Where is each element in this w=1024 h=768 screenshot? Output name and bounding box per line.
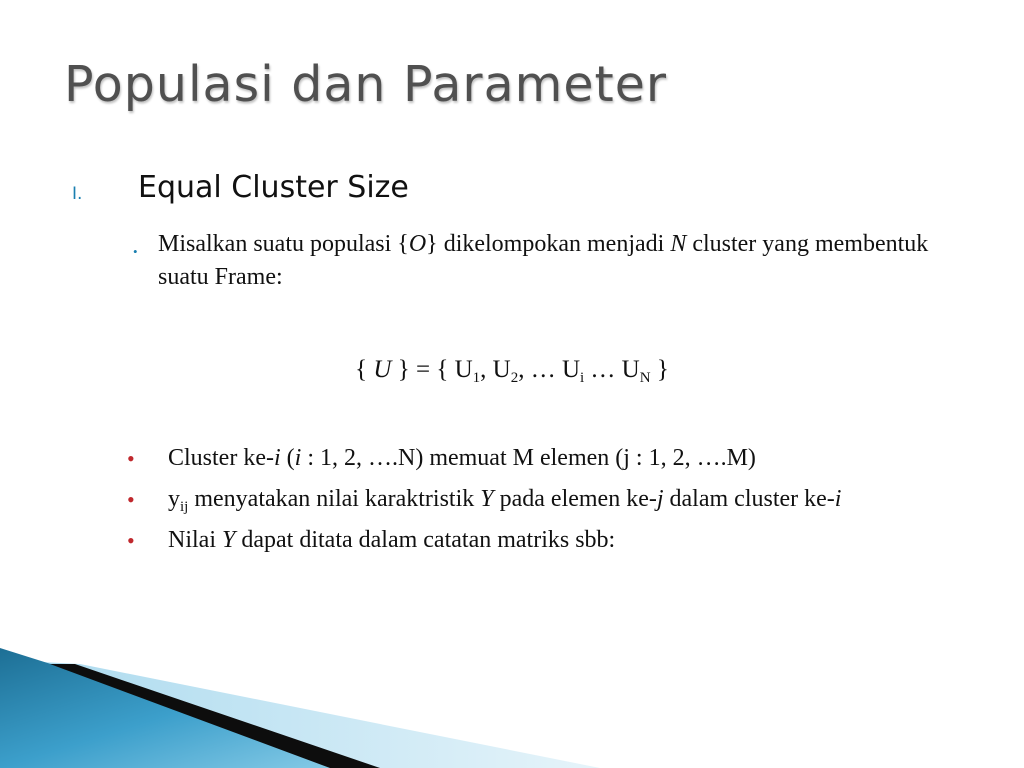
bullet-dot-icon: • [127, 446, 135, 471]
intro-bullet [133, 228, 933, 294]
list-item: • Cluster ke-i (i : 1, 2, ….N) memuat M elemen (j : 1, 2, ….M) [127, 443, 967, 474]
slide-title: Populasi dan Parameter [64, 56, 667, 113]
pale-blue-band [0, 660, 600, 768]
bullet-dot-icon: • [127, 487, 135, 512]
bullet-list [127, 443, 967, 566]
bullet-dot-icon: • [133, 244, 138, 259]
section-heading: Equal Cluster Size [138, 170, 409, 205]
intro-text: Misalkan suatu populasi {O} dikelompokan menjadi N cluster yang membentuk suatu Frame: [158, 231, 929, 290]
section-number: I. [72, 184, 83, 204]
list-item: • $y_{ij}$ menyatakan nilai karaktristik Y pada elemen ke-j dalam cluster ke-i [127, 486, 842, 515]
bullet-dot-icon: • [127, 528, 135, 553]
frame-formula: { U } = { $U_1$, $U_2$, … $U_i$ … $U_N$ } [355, 356, 669, 386]
black-stripe [50, 664, 380, 768]
teal-band [0, 648, 380, 768]
list-item: • Nilai Y dapat ditata dalam catatan matriks sbb: [127, 525, 967, 556]
